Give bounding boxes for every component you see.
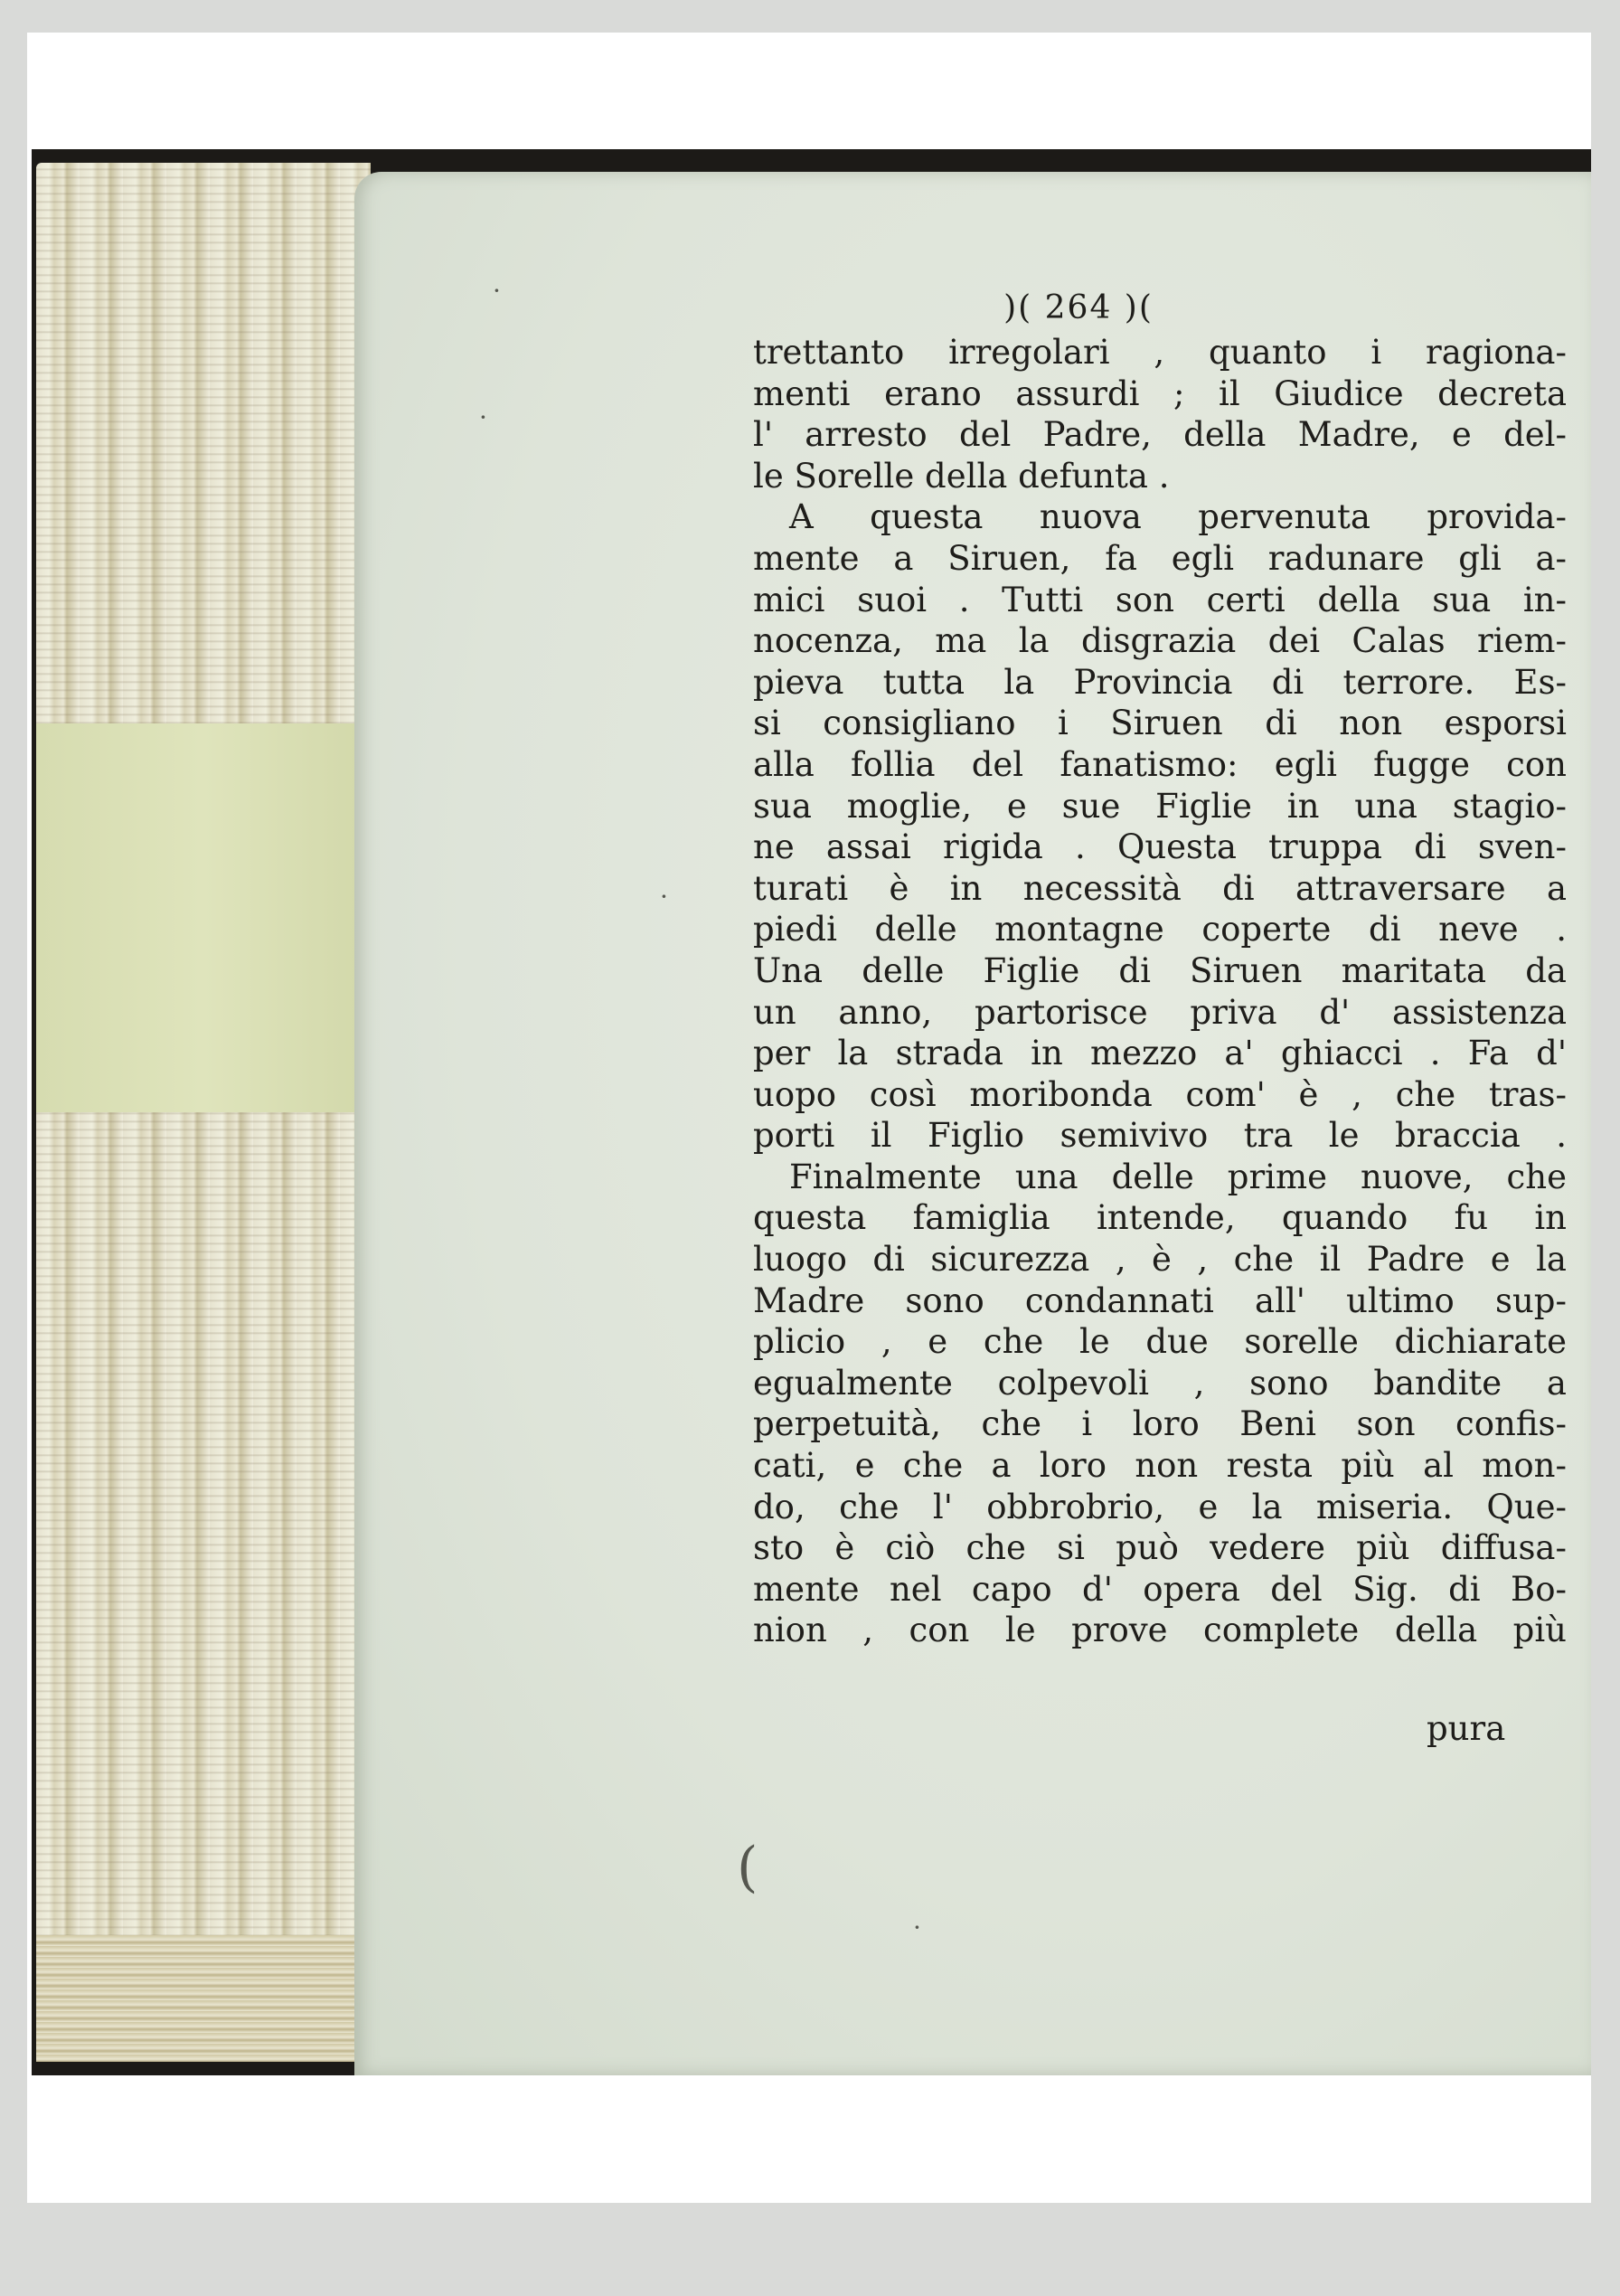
- text-line: ne assai rigida . Questa truppa di sven-: [753, 827, 1567, 867]
- text-line: turati è in necessità di attraversare a: [753, 868, 1567, 908]
- text-line: si consigliano i Siruen di non esporsi: [753, 704, 1567, 743]
- page-text-block: [753, 289, 1567, 1651]
- book-edge-bottom: [36, 1935, 371, 2062]
- text-line: menti erano assurdi ; il Giudice decreta: [753, 373, 1567, 413]
- text-line: mici suoi . Tutti son certi della sua in-: [753, 580, 1567, 619]
- text-line: egualmente colpevoli , sono bandite a: [753, 1363, 1567, 1403]
- text-line: nocenza, ma la disgrazia dei Calas riem-: [753, 621, 1567, 661]
- text-line: Una delle Figlie di Siruen maritata da: [753, 950, 1567, 990]
- text-line: per la strada in mezzo a' ghiacci . Fa d': [753, 1034, 1567, 1073]
- text-line: sua moglie, e sue Figlie in una stagio-: [753, 786, 1567, 826]
- ink-speck: ·: [479, 402, 487, 432]
- ink-speck: ·: [913, 1913, 921, 1942]
- text-line: cati, e che a loro non resta più al mon-: [753, 1446, 1567, 1486]
- text-line: sto è ciò che si può vedere più diffusa-: [753, 1528, 1567, 1568]
- text-line: pieva tutta la Provincia di terrore. Es-: [753, 662, 1567, 702]
- text-line: plicio , e che le due sorelle dichiarate: [753, 1322, 1567, 1362]
- text-line: do, che l' obbrobrio, e la miseria. Que-: [753, 1487, 1567, 1526]
- catchword: pura: [1427, 1709, 1506, 1748]
- text-line: porti il Figlio semivivo tra le braccia .: [753, 1116, 1567, 1156]
- ink-speck: ·: [493, 276, 501, 306]
- text-line: uopo così moribonda com' è , che tras-: [753, 1074, 1567, 1114]
- text-line: luogo di sicurezza , è , che il Padre e la: [753, 1240, 1567, 1280]
- book-edge-band: [36, 723, 371, 1112]
- text-line: un anno, partorisce priva d' assistenza: [753, 992, 1567, 1032]
- text-line: nion , con le prove complete della più: [753, 1611, 1567, 1650]
- text-line: Madre sono condannati all' ultimo sup-: [753, 1280, 1567, 1320]
- text-line: l' arresto del Padre, della Madre, e del-: [753, 415, 1567, 455]
- text-line: le Sorelle della defunta .: [753, 456, 1170, 496]
- text-line: questa famiglia intende, quando fu in: [753, 1198, 1567, 1238]
- ink-mark: (: [737, 1836, 758, 1899]
- text-line: Finalmente una delle prime nuove, che: [789, 1157, 1567, 1196]
- text-line: mente a Siruen, fa egli radunare gli a-: [753, 538, 1567, 578]
- body-text: [753, 332, 1567, 1651]
- page-number-header: )( 264 )(: [1003, 289, 1154, 326]
- ink-speck: ·: [660, 882, 668, 912]
- text-line: trettanto irregolari , quanto i ragiona-: [753, 333, 1567, 372]
- text-line: perpetuità, che i loro Beni son confis-: [753, 1404, 1567, 1444]
- text-line: alla follia del fanatismo: egli fugge con: [753, 744, 1567, 784]
- text-line: mente nel capo d' opera del Sig. di Bo-: [753, 1569, 1567, 1609]
- text-line: piedi delle montagne coperte di neve .: [753, 910, 1567, 950]
- book-page-edges: [36, 163, 371, 2062]
- text-line: A questa nuova pervenuta provida-: [789, 497, 1567, 537]
